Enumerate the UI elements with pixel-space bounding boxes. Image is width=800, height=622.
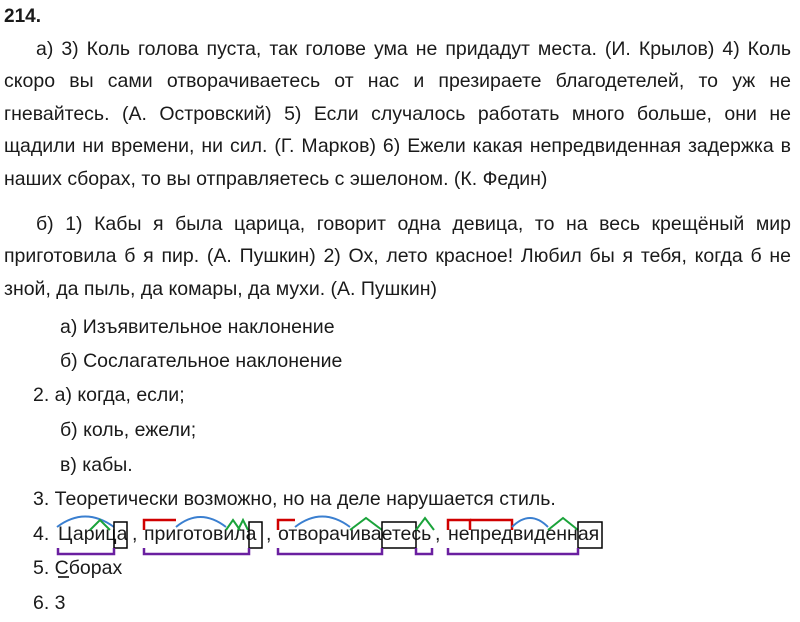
exercise-part-b: б) 1) Кабы я была царица, говорит одна девица, то на весь крещёный мир приготовила б я пир. (А. Пушкин) 2) Ох, лето красное! Любил бы я тебя, когда б не зной, да пыль, да комары, да мухи. (А. Пушкин) — [4, 213, 791, 300]
answer-q2-a: 2. а) когда, если; — [33, 384, 185, 406]
ending-box — [578, 522, 602, 548]
ending-box — [114, 522, 127, 548]
morpheme-word-4-marks — [448, 518, 602, 554]
stem-underline — [448, 548, 578, 554]
postfix-mark — [416, 518, 434, 530]
answer-q4-separator-2: , — [266, 523, 272, 545]
answer-mood-a: а) Изъявительное наклонение — [60, 316, 335, 338]
prefix-mark-2 — [470, 520, 512, 530]
stem-underline-2 — [416, 548, 432, 554]
answer-q4-word-1: Царица — [58, 523, 128, 545]
suffix-mark — [548, 518, 578, 530]
stem-underline — [144, 548, 249, 554]
suffix-mark — [350, 518, 382, 530]
morpheme-word-2-marks — [144, 517, 262, 554]
answer-q4-separator-1: , — [132, 523, 138, 545]
root-arc-mark — [512, 518, 548, 527]
answer-q2-c: в) кабы. — [60, 454, 133, 476]
prefix-mark — [278, 520, 295, 530]
root-arc-mark — [295, 517, 350, 528]
morpheme-word-3-marks — [278, 517, 434, 555]
answer-mood-b: б) Сослагательное наклонение — [60, 350, 343, 372]
answer-q5: 5. Сборах — [33, 557, 123, 579]
prefix-mark — [144, 520, 176, 530]
ending-box — [249, 522, 262, 548]
morpheme-word-1-marks — [57, 517, 127, 555]
answer-q4-word-2: приготовила — [144, 523, 257, 545]
answer-q4-label: 4. — [33, 523, 50, 545]
exercise-number: 214. — [4, 6, 41, 27]
answer-q2-b: б) коль, ежели; — [60, 419, 197, 441]
answer-q4-word-3: отворачиваетесь — [278, 523, 432, 545]
answer-q6: 6. 3 — [33, 592, 66, 614]
exercise-part-a: а) 3) Коль голова пуста, так голове ума не придадут места. (И. Крылов) 4) Коль скоро вы сами отворачиваетесь от нас и презираете благодетелей, то уж не гневайтесь. (А. Островский) 5) Если случалось работать много больше, они не щадили ни времени, ни сил. (Г. Марков) 6) Ежели какая непредвиденная задержка в наших сборах, то вы отправляетесь с эшелоном. (К. Федин) — [4, 38, 791, 190]
prefix-mark — [448, 520, 470, 530]
stem-underline — [58, 548, 114, 554]
answer-q3: 3. Теоретически возможно, но на деле нарушается стиль. — [33, 488, 556, 510]
answer-q4-word-4: непредвиденная — [448, 523, 600, 545]
stem-underline — [278, 548, 382, 554]
root-arc-mark — [176, 517, 226, 527]
suffix-mark-2 — [238, 520, 248, 530]
answer-q4-separator-3: , — [435, 523, 441, 545]
ending-box — [382, 522, 416, 548]
